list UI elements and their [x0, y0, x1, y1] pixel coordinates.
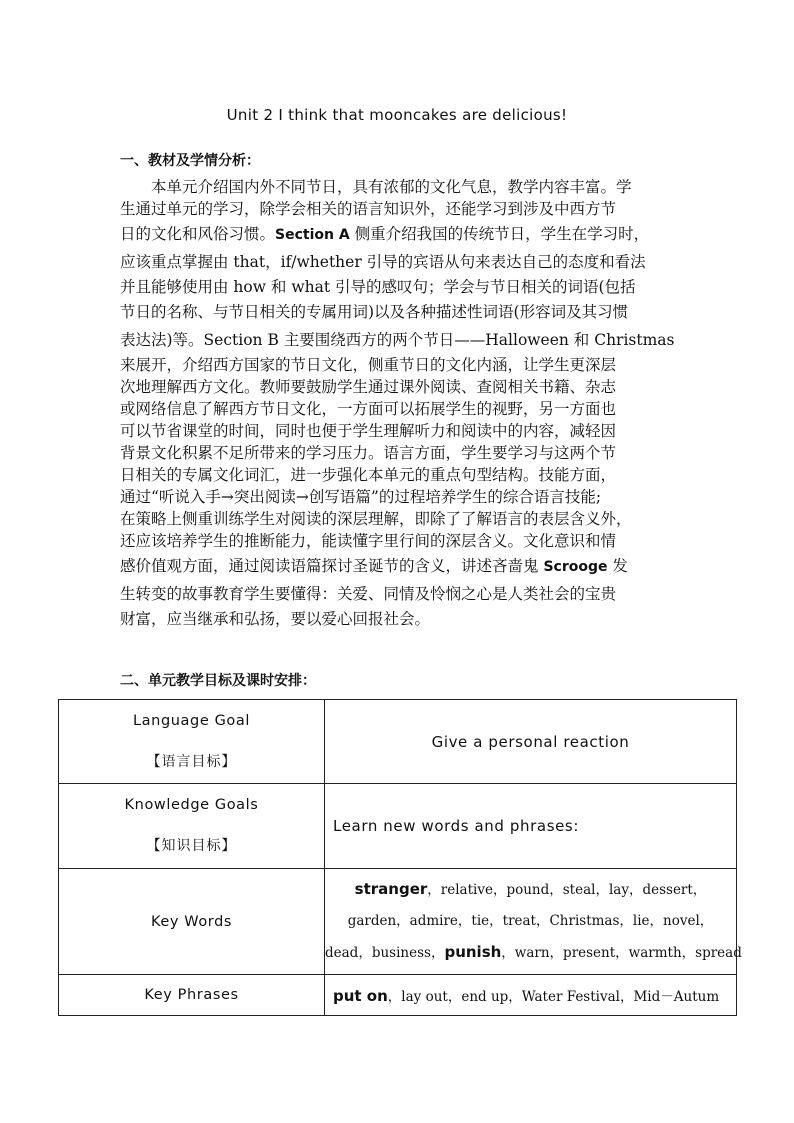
word-text: ，relative，pound，steal，lay，dessert， — [427, 882, 707, 898]
key-phrases-list — [325, 975, 737, 1016]
section-a-label: Section A — [275, 227, 350, 243]
language-goal-value: Give a personal reaction — [325, 700, 737, 784]
key-phrases-label: Key Phrases — [59, 975, 325, 1016]
unit-title: Unit 2 I think that mooncakes are delicious! — [226, 106, 568, 124]
section-heading-analysis: 一、教材及学情分析： — [120, 153, 260, 169]
section-heading-goals: 二、单元教学目标及课时安排： — [120, 673, 316, 689]
paragraph-line: 日相关的专属文化词汇，进一步强化本单元的重点句型结构。技能方面， — [120, 466, 617, 484]
table-row — [59, 869, 737, 975]
paragraph-line: 应该重点掌握由 that，if/whether 引导的宾语从句来表达自己的态度和看法 — [120, 253, 646, 271]
label-en: Knowledge Goals — [124, 797, 259, 813]
paragraph-line: 本单元介绍国内外不同节日，具有浓郁的文化气息，教学内容丰富。学 — [151, 178, 632, 196]
label-cn: 【知识目标】 — [146, 838, 237, 854]
paragraph-line: 或网络信息了解西方节日文化，一方面可以拓展学生的视野，另一方面也 — [120, 400, 617, 418]
paragraph-line: 通过“听说入手→突出阅读→创写语篇”的过程培养学生的综合语言技能; — [120, 488, 602, 506]
key-words-list — [325, 869, 742, 975]
paragraph-text: 日的文化和风俗习惯。 — [120, 225, 276, 243]
goals-table — [58, 699, 742, 1016]
paragraph-line: 生通过单元的学习，除学会相关的语言知识外，还能学习到涉及中西方节 — [120, 200, 617, 218]
words-line — [325, 874, 736, 906]
paragraph-line — [120, 220, 676, 248]
paragraph-line: 财富，应当继承和弘扬，要以爱心回报社会。 — [120, 610, 431, 628]
label-cn: 【语言目标】 — [146, 753, 237, 770]
paragraph-line: 可以节省课堂的时间，同时也便于学生理解听力和阅读中的内容，减轻因 — [120, 422, 617, 440]
paragraph-line: 表达法)等。Section B 主要围绕西方的两个节日——Halloween 和 Christmas — [120, 331, 675, 349]
label-en: Language Goal — [133, 712, 250, 729]
paragraph-text: 发 — [607, 557, 628, 575]
paragraph-line: 还应该培养学生的推断能力，能读懂字里行间的深层含义。文化意识和情 — [120, 532, 617, 550]
words-line: garden，admire，tie，treat，Christmas，lie，novel， — [347, 913, 714, 929]
scrooge-name: Scrooge — [543, 559, 608, 575]
paragraph-line: 生转变的故事教育学生要懂得：关爱、同情及怜悯之心是人类社会的宝贵 — [120, 585, 617, 603]
paragraph-line: 节日的名称、与节日相关的专属用词)以及各种描述性词语(形容词及其习惯 — [120, 303, 629, 321]
paragraph-line: 在策略上侧重训练学生对阅读的深层理解，即除了了解语言的表层含义外， — [120, 510, 632, 528]
word-emphasis: stranger — [354, 880, 428, 898]
knowledge-goals-label — [59, 784, 325, 869]
word-text: dead，business， — [325, 945, 445, 961]
paragraph-line: 次地理解西方文化。教师要鼓励学生通过课外阅读、查阅相关书籍、杂志 — [120, 378, 617, 396]
words-line — [325, 937, 742, 969]
language-goal-label — [59, 700, 325, 784]
table-row — [59, 975, 737, 1016]
phrase-text: ，lay out，end up，Water Festival，Mid－Autum — [387, 989, 720, 1005]
paragraph-line: 来展开，介绍西方国家的节日文化，侧重节日的文化内涵，让学生更深层 — [120, 356, 617, 374]
phrase-emphasis: put on — [333, 987, 388, 1005]
paragraph-line: 背景文化积累不足所带来的学习压力。语言方面，学生要学习与这两个节 — [120, 444, 617, 462]
word-text: ，warn，present，warmth，spread — [501, 945, 742, 961]
key-words-label: Key Words — [59, 869, 325, 975]
word-emphasis: punish — [444, 943, 502, 961]
knowledge-goals-value: Learn new words and phrases: — [325, 784, 737, 869]
table-row — [59, 784, 737, 869]
analysis-paragraph — [120, 176, 676, 630]
paragraph-line — [120, 552, 676, 580]
paragraph-line: 并且能够使用由 how 和 what 引导的感叹句；学会与节日相关的词语(包括 — [120, 278, 636, 296]
paragraph-text: 侧重介绍我国的传统节日，学生在学习时， — [349, 225, 650, 243]
table-row — [59, 700, 737, 784]
paragraph-text: 感价值观方面，通过阅读语篇探讨圣诞节的含义，讲述吝啬鬼 — [120, 557, 544, 575]
